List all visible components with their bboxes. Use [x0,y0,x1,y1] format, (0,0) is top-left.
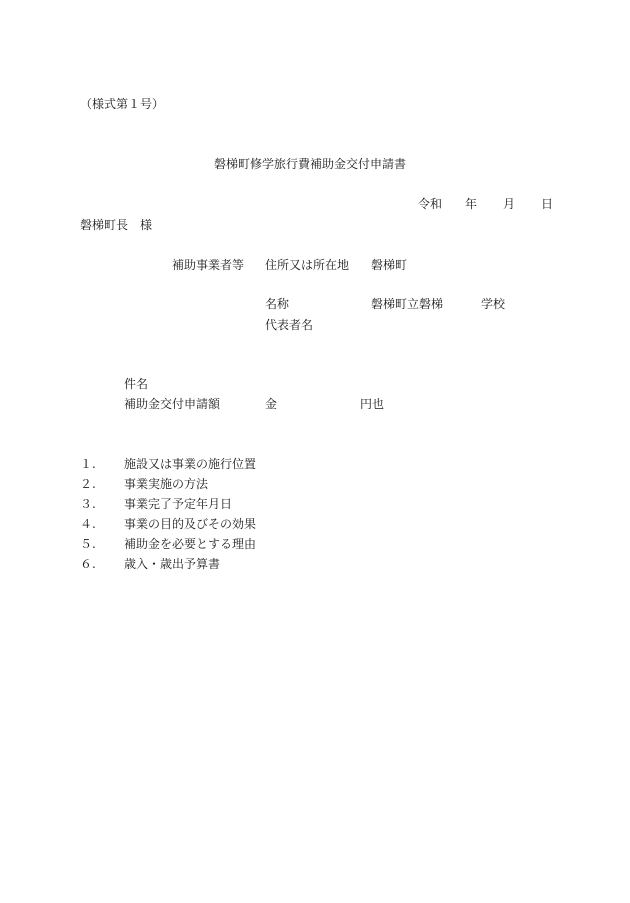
amount-suffix: 円也 [360,397,385,411]
list-item [80,498,380,518]
school-suffix: 学校 [481,297,506,311]
address-label: 住所又は所在地 [265,258,350,272]
document-title-text: 磐梯町修学旅行費補助金交付申請書 [213,157,406,171]
list-item [80,518,380,538]
amount-prefix: 金 [265,397,278,411]
list-item-text: 事業完了予定年月日 [124,497,233,511]
list-item-text: 事業の目的及びその効果 [124,517,257,531]
applicant-label: 補助事業者等 [172,258,245,272]
attachment-list [80,458,380,578]
list-item-number: ６. [80,557,96,571]
addressee [80,219,152,231]
name-label: 名称 [265,297,290,311]
list-item [80,478,380,498]
representative-label: 代表者名 [265,318,314,332]
addressee-name: 磐梯町長 [80,218,129,232]
date-era: 令和 [418,197,443,211]
list-item-number: ４. [80,517,96,531]
date-month-label: 月 [503,197,516,211]
list-item-text: 補助金を必要とする理由 [124,537,257,551]
list-item-text: 事業実施の方法 [124,477,209,491]
subject-label: 件名 [124,377,149,391]
list-item [80,558,380,578]
name-value: 磐梯町立磐梯 [371,297,444,311]
form-number: （様式第１号） [80,97,165,111]
addressee-honorific: 様 [140,218,153,232]
list-item-text: 施設又は事業の施行位置 [124,457,257,471]
list-item-number: ２. [80,477,96,491]
list-item [80,458,380,478]
list-item-number: ３. [80,497,96,511]
amount-label: 補助金交付申請額 [124,397,221,411]
date-year-label: 年 [465,197,478,211]
list-item [80,538,380,558]
address-value: 磐梯町 [371,258,408,272]
list-item-text: 歳入・歳出予算書 [124,557,221,571]
document-title [0,158,630,170]
list-item-number: ５. [80,537,96,551]
list-item-number: １. [80,457,96,471]
date-day-label: 日 [541,197,554,211]
